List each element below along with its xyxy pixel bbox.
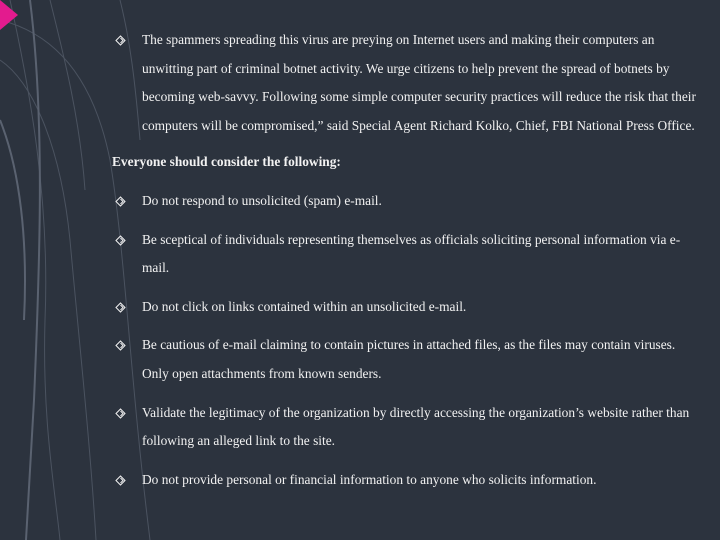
intro-bullet-text: The spammers spreading this virus are preying on Internet users and making their computers an unwitting part of criminal botnet activity. We urge citizens to help prevent the spread of botnets by becoming web-savvy. Following some simple computer security practices will reduce the risk that their computers will be compromised,” said Special Agent Richard Kolko, Chief, FBI National Press Office.: [142, 32, 696, 133]
list-item-text: Be cautious of e-mail claiming to contain pictures in attached files, as the files may contain viruses. Only open attachments from known senders.: [142, 337, 676, 381]
diamond-arrow-icon: [115, 466, 127, 494]
list-item-text: Validate the legitimacy of the organization by directly accessing the organization’s website rather than following an alleged link to the site.: [142, 404, 690, 449]
intro-bullet: [112, 26, 702, 140]
section-heading: Everyone should consider the following:: [112, 154, 341, 170]
list-item-text: Do not respond to unsolicited (spam) e-mail.: [142, 192, 382, 208]
list-item: [112, 293, 702, 322]
diamond-arrow-icon: [115, 26, 127, 54]
list-item: [112, 226, 702, 283]
diamond-arrow-icon: [115, 187, 127, 215]
slide-content: [112, 26, 702, 494]
list-item-text: Do not click on links contained within an unsolicited e-mail.: [142, 298, 467, 314]
list-item-text: Do not provide personal or financial information to anyone who solicits information.: [142, 471, 597, 487]
diamond-arrow-icon: [115, 399, 127, 427]
list-item: [112, 399, 702, 456]
list-item: [112, 187, 702, 216]
diamond-arrow-icon: [115, 331, 127, 359]
diamond-arrow-icon: [115, 226, 127, 254]
diamond-arrow-icon: [115, 293, 127, 321]
list-item: [112, 466, 702, 495]
list-item: [112, 331, 702, 388]
list-item-text: Be sceptical of individuals representing themselves as officials soliciting personal information via e-mail.: [142, 231, 681, 276]
